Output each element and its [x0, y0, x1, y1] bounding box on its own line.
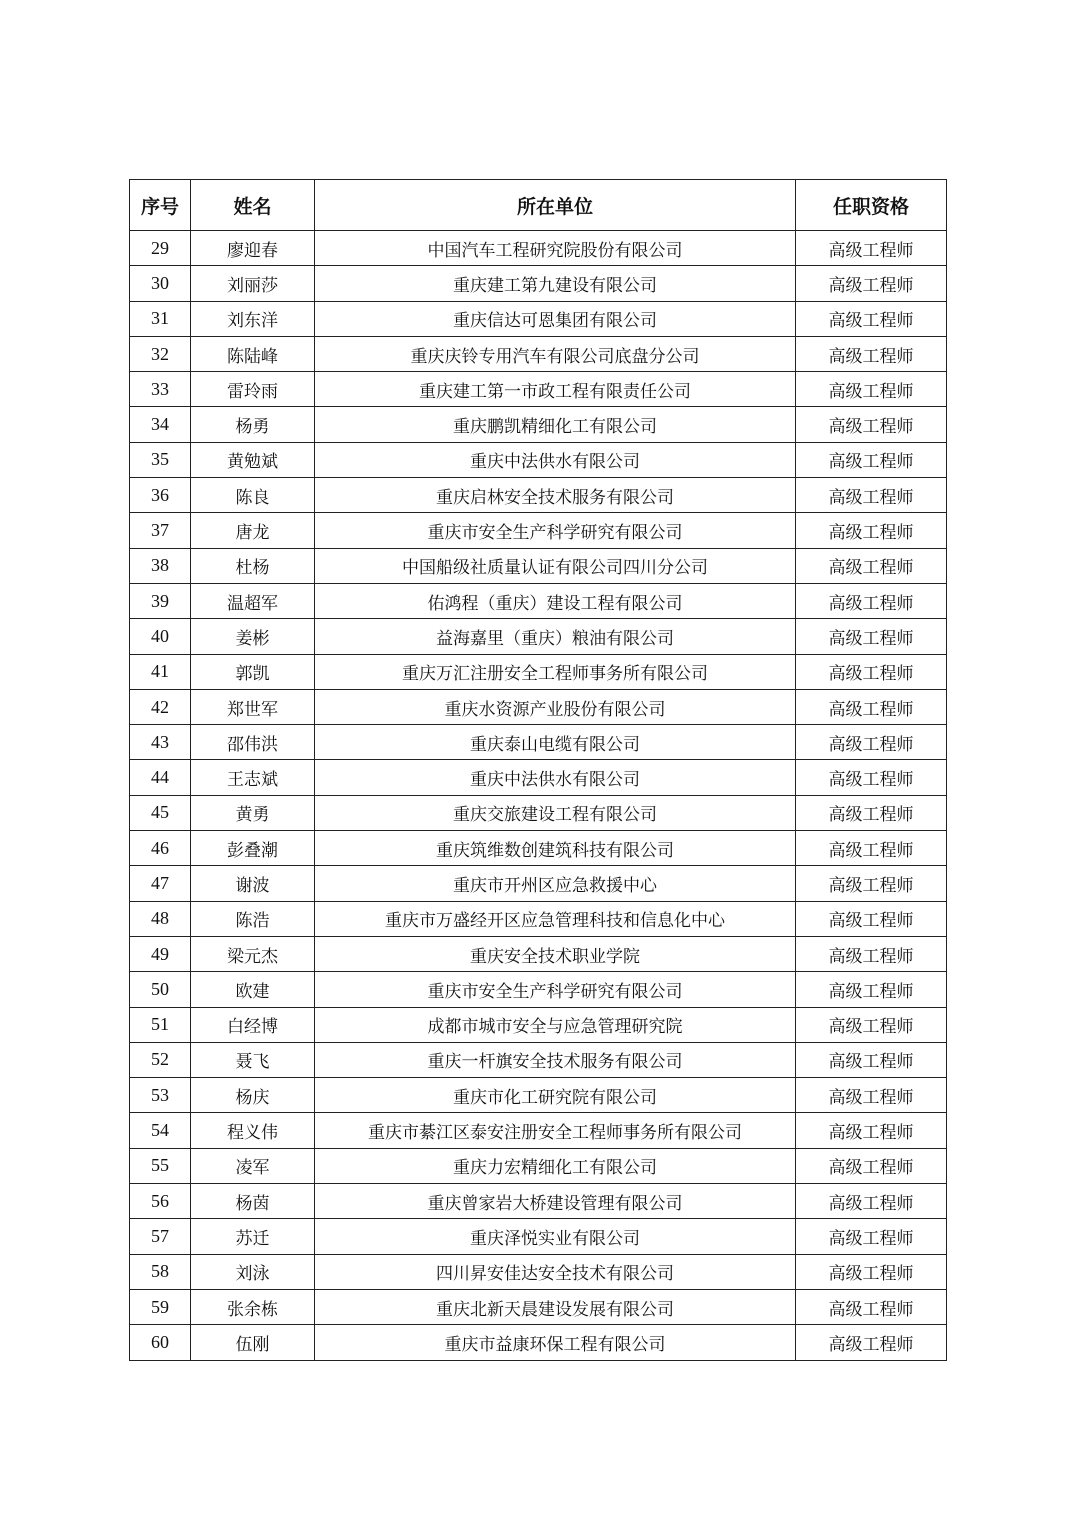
table-row — [130, 866, 947, 901]
cell-qualification: 高级工程师 — [796, 1184, 947, 1219]
cell-unit: 中国船级社质量认证有限公司四川分公司 — [315, 548, 796, 583]
cell-name: 凌军 — [191, 1148, 315, 1183]
cell-serial-number: 43 — [130, 725, 191, 760]
cell-name: 程义伟 — [191, 1113, 315, 1148]
cell-name: 郑世军 — [191, 689, 315, 724]
cell-unit: 重庆启林安全技术服务有限公司 — [315, 478, 796, 513]
cell-name: 雷玲雨 — [191, 372, 315, 407]
cell-qualification: 高级工程师 — [796, 619, 947, 654]
cell-qualification: 高级工程师 — [796, 1325, 947, 1360]
cell-qualification: 高级工程师 — [796, 1078, 947, 1113]
table-row — [130, 725, 947, 760]
cell-qualification: 高级工程师 — [796, 478, 947, 513]
cell-name: 刘丽莎 — [191, 266, 315, 301]
cell-serial-number: 57 — [130, 1219, 191, 1254]
cell-name: 唐龙 — [191, 513, 315, 548]
cell-unit: 重庆曾家岩大桥建设管理有限公司 — [315, 1184, 796, 1219]
cell-serial-number: 58 — [130, 1254, 191, 1289]
cell-name: 陈陆峰 — [191, 336, 315, 371]
table-row — [130, 1219, 947, 1254]
cell-unit: 重庆泽悦实业有限公司 — [315, 1219, 796, 1254]
cell-qualification: 高级工程师 — [796, 336, 947, 371]
cell-serial-number: 29 — [130, 231, 191, 266]
cell-name: 黄勉斌 — [191, 442, 315, 477]
cell-name: 姜彬 — [191, 619, 315, 654]
cell-qualification: 高级工程师 — [796, 972, 947, 1007]
header-serial-number: 序号 — [130, 180, 191, 231]
cell-serial-number: 30 — [130, 266, 191, 301]
cell-name: 刘泳 — [191, 1254, 315, 1289]
table-row — [130, 336, 947, 371]
cell-serial-number: 51 — [130, 1007, 191, 1042]
table-row — [130, 1325, 947, 1360]
cell-serial-number: 41 — [130, 654, 191, 689]
table-header-row — [130, 180, 947, 231]
cell-unit: 重庆建工第九建设有限公司 — [315, 266, 796, 301]
cell-serial-number: 59 — [130, 1289, 191, 1324]
table-row — [130, 619, 947, 654]
cell-name: 陈浩 — [191, 901, 315, 936]
cell-qualification: 高级工程师 — [796, 866, 947, 901]
cell-serial-number: 60 — [130, 1325, 191, 1360]
cell-name: 刘东洋 — [191, 301, 315, 336]
cell-serial-number: 56 — [130, 1184, 191, 1219]
table-row — [130, 513, 947, 548]
header-name: 姓名 — [191, 180, 315, 231]
cell-unit: 重庆市化工研究院有限公司 — [315, 1078, 796, 1113]
cell-serial-number: 45 — [130, 795, 191, 830]
header-qualification: 任职资格 — [796, 180, 947, 231]
cell-serial-number: 53 — [130, 1078, 191, 1113]
table-row — [130, 301, 947, 336]
cell-qualification: 高级工程师 — [796, 1113, 947, 1148]
cell-qualification: 高级工程师 — [796, 231, 947, 266]
table-row — [130, 583, 947, 618]
cell-serial-number: 38 — [130, 548, 191, 583]
cell-unit: 佑鸿程（重庆）建设工程有限公司 — [315, 583, 796, 618]
cell-unit: 重庆力宏精细化工有限公司 — [315, 1148, 796, 1183]
cell-unit: 重庆信达可恩集团有限公司 — [315, 301, 796, 336]
cell-unit: 重庆筑维数创建筑科技有限公司 — [315, 831, 796, 866]
cell-name: 梁元杰 — [191, 936, 315, 971]
cell-unit: 四川昇安佳达安全技术有限公司 — [315, 1254, 796, 1289]
cell-unit: 重庆市益康环保工程有限公司 — [315, 1325, 796, 1360]
cell-name: 欧建 — [191, 972, 315, 1007]
cell-qualification: 高级工程师 — [796, 654, 947, 689]
cell-unit: 重庆庆铃专用汽车有限公司底盘分公司 — [315, 336, 796, 371]
cell-qualification: 高级工程师 — [796, 583, 947, 618]
cell-serial-number: 39 — [130, 583, 191, 618]
cell-serial-number: 40 — [130, 619, 191, 654]
table-row — [130, 1289, 947, 1324]
cell-qualification: 高级工程师 — [796, 760, 947, 795]
cell-unit: 重庆北新天晨建设发展有限公司 — [315, 1289, 796, 1324]
cell-serial-number: 33 — [130, 372, 191, 407]
table-body — [130, 231, 947, 1361]
cell-qualification: 高级工程师 — [796, 372, 947, 407]
header-unit: 所在单位 — [315, 180, 796, 231]
cell-name: 白经博 — [191, 1007, 315, 1042]
cell-serial-number: 37 — [130, 513, 191, 548]
cell-qualification: 高级工程师 — [796, 442, 947, 477]
cell-serial-number: 31 — [130, 301, 191, 336]
cell-unit: 重庆建工第一市政工程有限责任公司 — [315, 372, 796, 407]
cell-unit: 重庆中法供水有限公司 — [315, 760, 796, 795]
table-row — [130, 1042, 947, 1077]
cell-unit: 成都市城市安全与应急管理研究院 — [315, 1007, 796, 1042]
cell-name: 杨茵 — [191, 1184, 315, 1219]
cell-qualification: 高级工程师 — [796, 725, 947, 760]
cell-name: 杨勇 — [191, 407, 315, 442]
table-row — [130, 442, 947, 477]
cell-serial-number: 46 — [130, 831, 191, 866]
cell-qualification: 高级工程师 — [796, 689, 947, 724]
table-row — [130, 407, 947, 442]
cell-name: 杨庆 — [191, 1078, 315, 1113]
cell-qualification: 高级工程师 — [796, 1007, 947, 1042]
cell-unit: 重庆水资源产业股份有限公司 — [315, 689, 796, 724]
cell-name: 陈良 — [191, 478, 315, 513]
cell-serial-number: 44 — [130, 760, 191, 795]
cell-qualification: 高级工程师 — [796, 831, 947, 866]
cell-name: 邵伟洪 — [191, 725, 315, 760]
cell-unit: 重庆市万盛经开区应急管理科技和信息化中心 — [315, 901, 796, 936]
cell-serial-number: 32 — [130, 336, 191, 371]
cell-unit: 重庆一杆旗安全技术服务有限公司 — [315, 1042, 796, 1077]
cell-unit: 中国汽车工程研究院股份有限公司 — [315, 231, 796, 266]
table-row — [130, 1184, 947, 1219]
table-row — [130, 689, 947, 724]
table-row — [130, 795, 947, 830]
table-row — [130, 760, 947, 795]
cell-qualification: 高级工程师 — [796, 513, 947, 548]
cell-qualification: 高级工程师 — [796, 266, 947, 301]
table-row — [130, 972, 947, 1007]
cell-serial-number: 54 — [130, 1113, 191, 1148]
cell-unit: 重庆市开州区应急救援中心 — [315, 866, 796, 901]
cell-unit: 重庆鹏凯精细化工有限公司 — [315, 407, 796, 442]
cell-unit: 重庆泰山电缆有限公司 — [315, 725, 796, 760]
cell-serial-number: 34 — [130, 407, 191, 442]
table-row — [130, 1007, 947, 1042]
cell-serial-number: 35 — [130, 442, 191, 477]
cell-name: 廖迎春 — [191, 231, 315, 266]
cell-qualification: 高级工程师 — [796, 548, 947, 583]
roster-table — [129, 179, 947, 1361]
cell-qualification: 高级工程师 — [796, 407, 947, 442]
cell-unit: 重庆万汇注册安全工程师事务所有限公司 — [315, 654, 796, 689]
cell-name: 王志斌 — [191, 760, 315, 795]
table-row — [130, 901, 947, 936]
cell-qualification: 高级工程师 — [796, 1254, 947, 1289]
table-row — [130, 1148, 947, 1183]
cell-unit: 重庆市安全生产科学研究有限公司 — [315, 513, 796, 548]
cell-serial-number: 42 — [130, 689, 191, 724]
cell-qualification: 高级工程师 — [796, 901, 947, 936]
table-row — [130, 478, 947, 513]
table-row — [130, 372, 947, 407]
cell-name: 温超军 — [191, 583, 315, 618]
cell-name: 伍刚 — [191, 1325, 315, 1360]
table-row — [130, 1078, 947, 1113]
cell-serial-number: 50 — [130, 972, 191, 1007]
cell-serial-number: 49 — [130, 936, 191, 971]
cell-name: 郭凯 — [191, 654, 315, 689]
cell-name: 杜杨 — [191, 548, 315, 583]
table-row — [130, 1113, 947, 1148]
cell-name: 黄勇 — [191, 795, 315, 830]
cell-qualification: 高级工程师 — [796, 1289, 947, 1324]
table-row — [130, 936, 947, 971]
table-row — [130, 548, 947, 583]
table-row — [130, 266, 947, 301]
cell-serial-number: 48 — [130, 901, 191, 936]
cell-unit: 重庆市綦江区泰安注册安全工程师事务所有限公司 — [315, 1113, 796, 1148]
cell-unit: 重庆中法供水有限公司 — [315, 442, 796, 477]
cell-name: 彭叠潮 — [191, 831, 315, 866]
cell-unit: 重庆交旅建设工程有限公司 — [315, 795, 796, 830]
cell-serial-number: 47 — [130, 866, 191, 901]
cell-serial-number: 36 — [130, 478, 191, 513]
cell-qualification: 高级工程师 — [796, 936, 947, 971]
cell-unit: 重庆安全技术职业学院 — [315, 936, 796, 971]
table-row — [130, 654, 947, 689]
table-row — [130, 831, 947, 866]
cell-name: 聂飞 — [191, 1042, 315, 1077]
cell-name: 谢波 — [191, 866, 315, 901]
cell-qualification: 高级工程师 — [796, 1219, 947, 1254]
cell-serial-number: 55 — [130, 1148, 191, 1183]
table-row — [130, 1254, 947, 1289]
cell-name: 张余栋 — [191, 1289, 315, 1324]
cell-qualification: 高级工程师 — [796, 795, 947, 830]
cell-qualification: 高级工程师 — [796, 1042, 947, 1077]
cell-serial-number: 52 — [130, 1042, 191, 1077]
cell-name: 苏迁 — [191, 1219, 315, 1254]
cell-unit: 益海嘉里（重庆）粮油有限公司 — [315, 619, 796, 654]
table-row — [130, 231, 947, 266]
cell-qualification: 高级工程师 — [796, 1148, 947, 1183]
cell-unit: 重庆市安全生产科学研究有限公司 — [315, 972, 796, 1007]
cell-qualification: 高级工程师 — [796, 301, 947, 336]
